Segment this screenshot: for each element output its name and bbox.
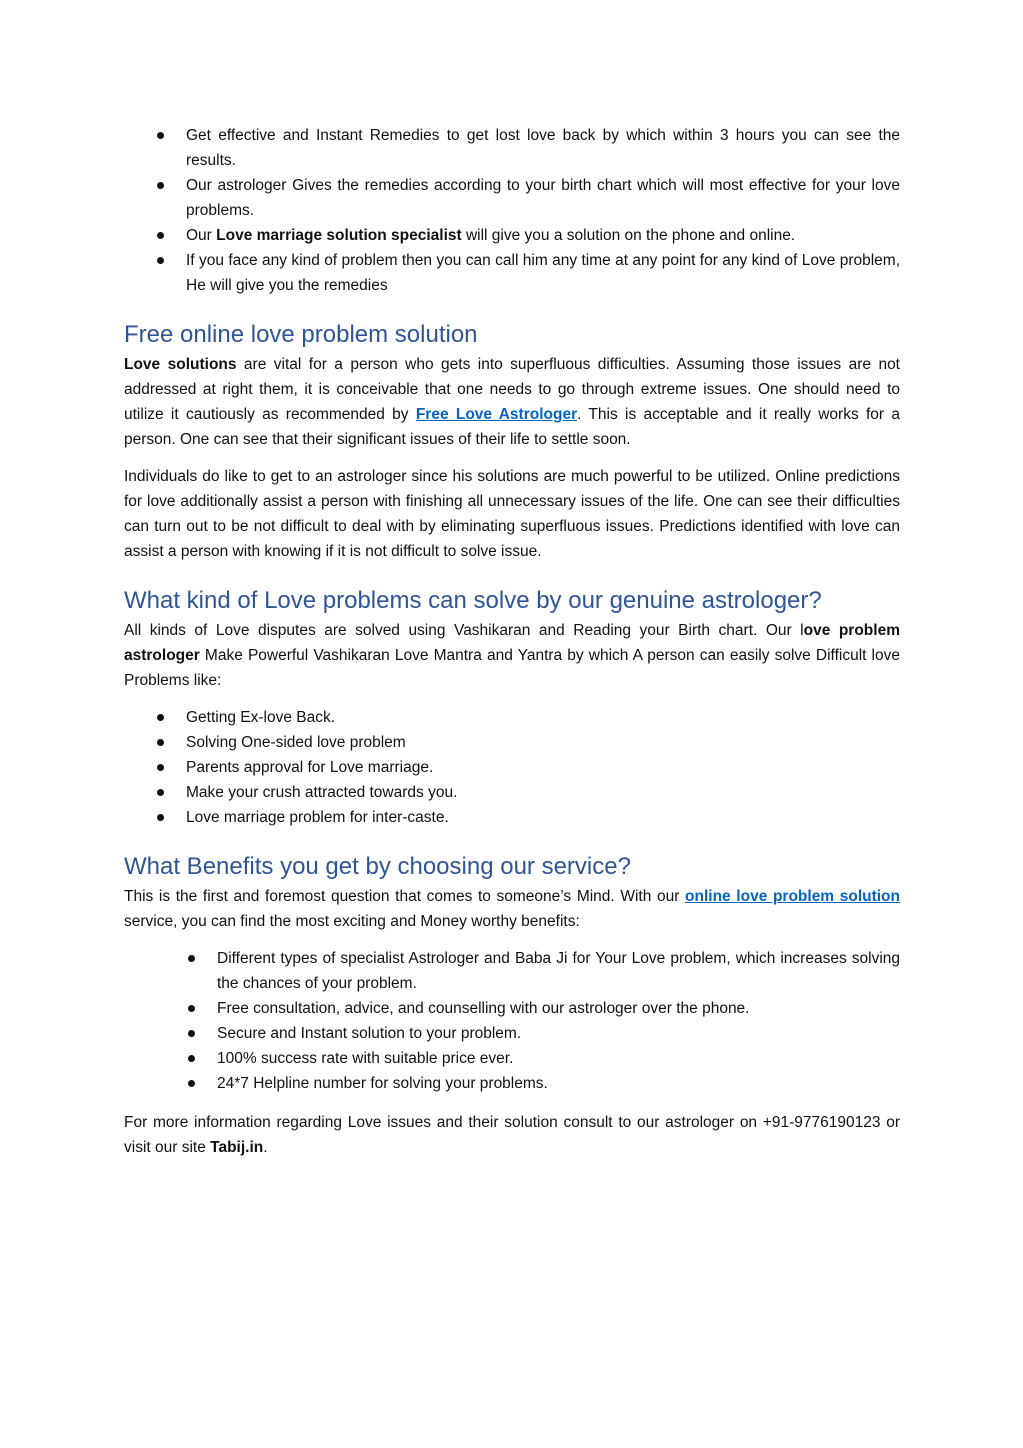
list-item: Our astrologer Gives the remedies according to your birth chart which will most effective for your love problems.: [124, 173, 900, 223]
bullet-icon: [157, 739, 164, 746]
section-heading-love-problems: What kind of Love problems can solve by our genuine astrologer?: [124, 587, 822, 614]
bullet-icon: [157, 257, 164, 264]
list-item: Make your crush attracted towards you.: [124, 780, 900, 805]
list-item: Secure and Instant solution to your problem.: [124, 1021, 900, 1046]
list-item: Solving One-sided love problem: [124, 730, 900, 755]
bold-phrase: Love marriage solution specialist: [216, 227, 462, 244]
list-item: Get effective and Instant Remedies to get lost love back by which within 3 hours you can see the results.: [124, 123, 900, 173]
paragraph: Individuals do like to get to an astrologer since his solutions are much powerful to be utilized. Online predictions for love additionally assist a person with finishing all unnecessary issues of the life. One can see their difficulties can turn out to be not difficult to deal with by eliminating superfluous issues. Predictions identified with love can assist a person with knowing if it is not difficult to solve issue.: [124, 468, 900, 560]
bullet-icon: [188, 1055, 195, 1062]
bullet-icon: [157, 714, 164, 721]
paragraph: Love solutions are vital for a person who gets into superfluous difficulties. Assuming those issues are not addressed at right them, it is conceivable that one needs to go through extreme issues. One should need to utilize it cautiously as recommended by Free Love Astrologer. This is acceptable and it really works for a person. One can see that their significant issues of their life to settle soon.: [124, 356, 900, 448]
list-item: Getting Ex-love Back.: [124, 705, 900, 730]
list-item: Parents approval for Love marriage.: [124, 755, 900, 780]
bullet-icon: [188, 1030, 195, 1037]
document-page: [124, 123, 900, 1172]
list-item: Free consultation, advice, and counselling with our astrologer over the phone.: [124, 996, 900, 1021]
bullet-icon: [157, 232, 164, 239]
list-item: Different types of specialist Astrologer and Baba Ji for Your Love problem, which increases solving the chances of your problem.: [124, 946, 900, 996]
bullet-icon: [157, 132, 164, 139]
bullet-icon: [157, 789, 164, 796]
bullet-icon: [188, 1005, 195, 1012]
bullet-icon: [157, 814, 164, 821]
intro-bullet-list: [124, 123, 900, 298]
free-love-astrologer-link[interactable]: Free Love Astrologer: [415, 406, 578, 423]
section-heading-benefits: What Benefits you get by choosing our service?: [124, 853, 631, 880]
bullet-icon: [188, 1080, 195, 1087]
online-love-problem-solution-link[interactable]: online love problem solution: [685, 888, 900, 905]
benefits-list: [124, 946, 900, 1096]
love-problems-list: [124, 705, 900, 830]
bullet-icon: [157, 764, 164, 771]
list-item: Our Love marriage solution specialist will give you a solution on the phone and online.: [124, 223, 900, 248]
site-name: Tabij.in: [210, 1139, 264, 1156]
list-item: 24*7 Helpline number for solving your problems.: [124, 1071, 900, 1096]
paragraph: This is the first and foremost question that comes to someone’s Mind. With our online love problem solution service, you can find the most exciting and Money worthy benefits:: [124, 888, 900, 930]
section-heading-free-online: Free online love problem solution: [124, 321, 478, 348]
paragraph: All kinds of Love disputes are solved using Vashikaran and Reading your Birth chart. Our love problem astrologer Make Powerful Vashikaran Love Mantra and Yantra by which A person can easily solve Difficult love Problems like:: [124, 622, 900, 689]
closing-paragraph: For more information regarding Love issues and their solution consult to our astrologer on +91-9776190123 or visit our site Tabij.in.: [124, 1114, 900, 1156]
bullet-icon: [157, 182, 164, 189]
list-item: 100% success rate with suitable price ever.: [124, 1046, 900, 1071]
list-item: Love marriage problem for inter-caste.: [124, 805, 900, 830]
bullet-icon: [188, 955, 195, 962]
list-item: If you face any kind of problem then you can call him any time at any point for any kind of Love problem, He will give you the remedies: [124, 248, 900, 298]
